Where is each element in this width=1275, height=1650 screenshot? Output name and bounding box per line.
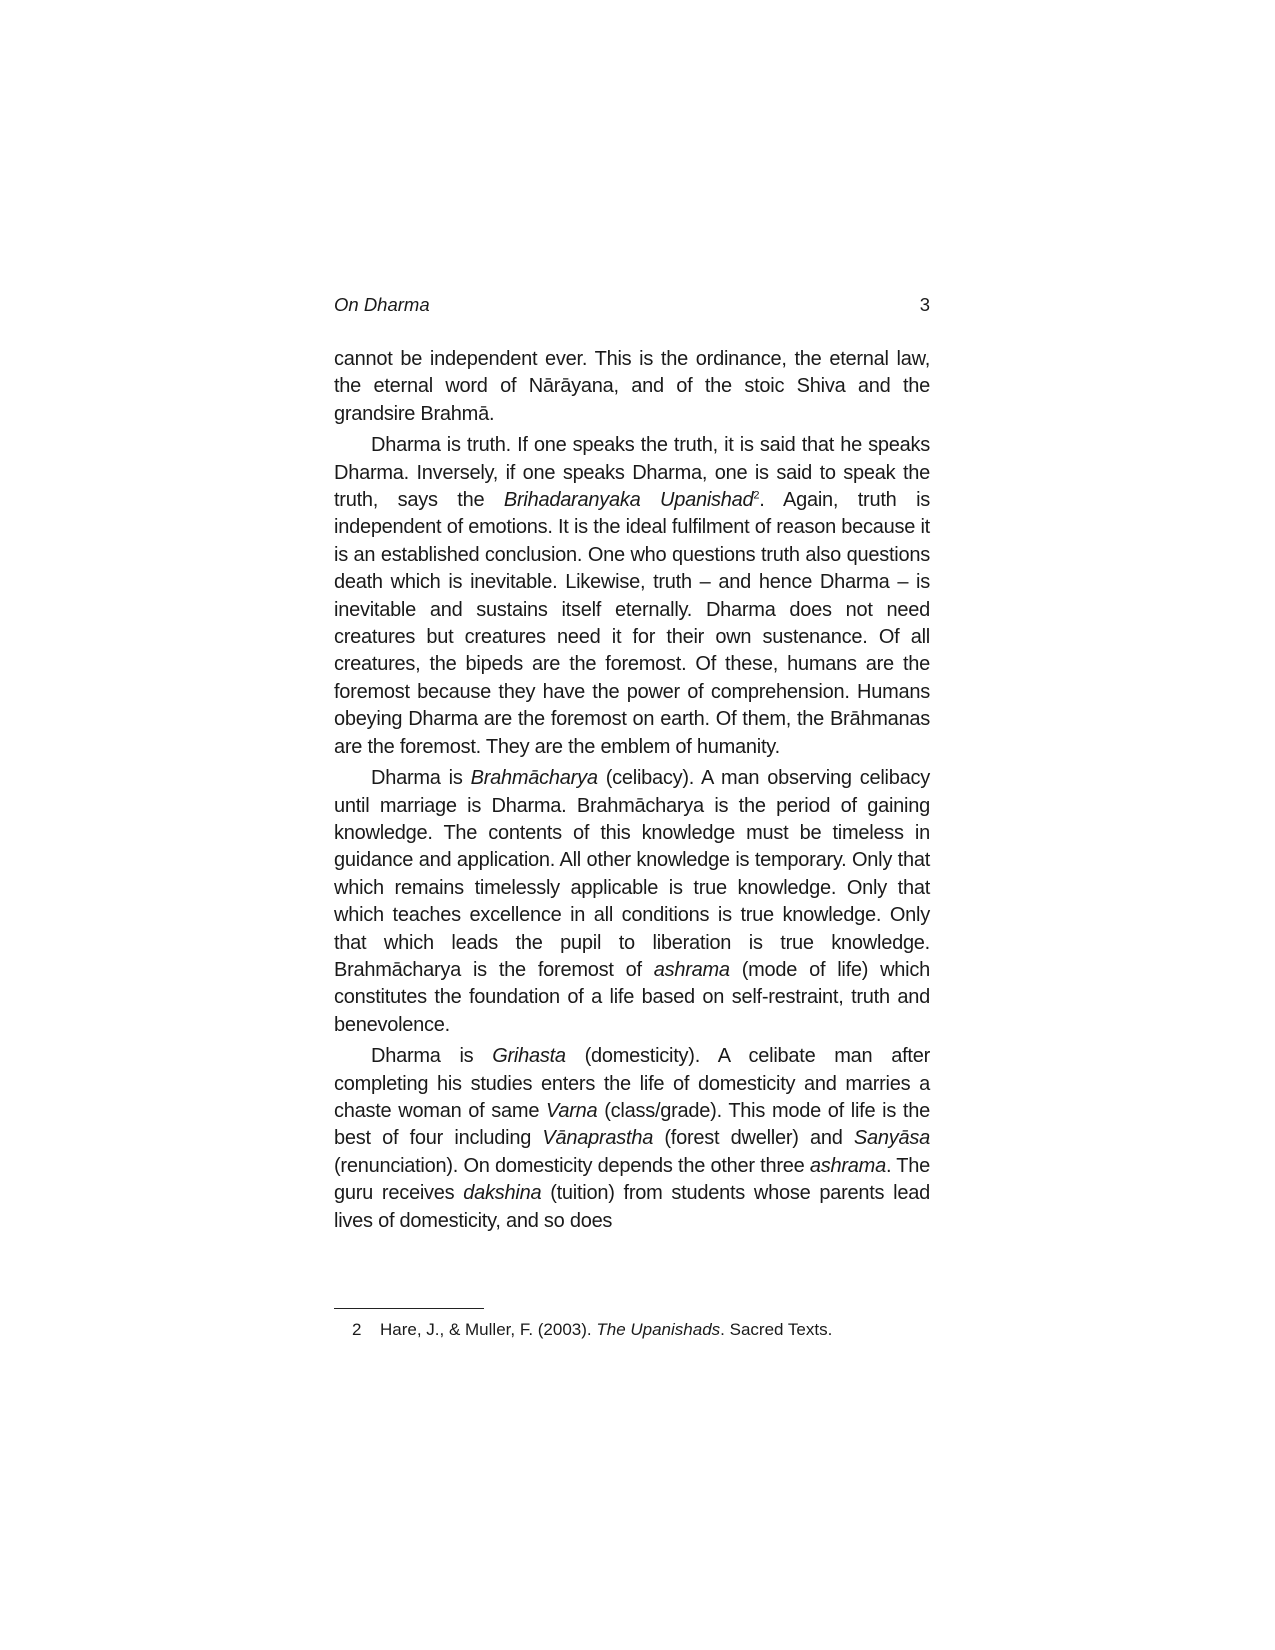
body-text	[334, 346, 930, 1239]
text-run: (mode of life) which constitutes the foundation of a life based on self-restraint, truth and benevolence.	[334, 958, 930, 1036]
footnote-text: Hare, J., & Muller, F. (2003).	[380, 1320, 597, 1339]
footnote-ref: 2	[753, 489, 760, 502]
running-title: On Dharma	[334, 294, 430, 315]
footnote-text-end: . Sacred Texts.	[720, 1320, 833, 1339]
text-run: Dharma is truth. If one speaks the truth, it is said that he speaks Dharma. Inversely, if one speaks Dharma, one is said to speak the truth, says the	[334, 434, 930, 512]
text-run: (tuition) from students whose parents lead lives of domesticity, and so does	[334, 1182, 930, 1232]
page-number: 3	[919, 294, 930, 315]
paragraph	[334, 1043, 930, 1235]
running-head	[334, 293, 930, 317]
text-run: (renunciation). On domesticity depends the other three	[334, 1154, 810, 1177]
text-run: (celibacy). A man observing celibacy until marriage is Dharma. Brahmācharya is the period of gaining knowledge. The contents of this knowledge must be timeless in guidance and application. All other knowledge is temporary. Only that which remains timelessly applicable is true knowledge. Only that which teaches excellence in all conditions is true knowledge. Only that which leads the pupil to liberation is true knowledge. Brahmācharya is the foremost of	[334, 767, 930, 981]
italic-term: Varna	[546, 1099, 598, 1122]
italic-term: ashrama	[809, 1154, 886, 1177]
italic-term: Vānaprastha	[542, 1127, 654, 1150]
italic-term: ashrama	[653, 958, 730, 981]
text-run: cannot be independent ever. This is the ordinance, the eternal law, the eternal word of Nārāyana, and of the stoic Shiva and the grandsire Brahmā.	[334, 348, 930, 425]
italic-term: Sanyāsa	[853, 1127, 930, 1150]
footnote-book-title: The Upanishads	[596, 1320, 721, 1339]
text-run: . Again, truth is independent of emotions. It is the ideal fulfilment of reason because it is an established conclusion. One who questions truth also questions death which is inevitable. Likewise, truth – and hence Dharma – is inevitable and sustains itself eternally. Dharma does not need creatures but creatures need it for their own sustenance. Of all creatures, the bipeds are the foremost. Of these, humans are the foremost because they have the power of comprehension. Humans obeying Dharma are the foremost on earth. Of them, the Brāhmanas are the foremost. They are the emblem of humanity.	[334, 489, 931, 758]
paragraph	[334, 346, 930, 428]
italic-term: Brihadaranyaka Upanishad	[503, 489, 754, 512]
text-run: . The guru receives	[334, 1154, 930, 1205]
text-run: (forest dweller) and	[653, 1127, 854, 1150]
italic-term: Grihasta	[492, 1045, 566, 1068]
italic-term: Brahmācharya	[470, 767, 598, 790]
text-run: (class/grade). This mode of life is the best of four including	[334, 1099, 930, 1150]
text-run: Dharma is	[371, 1045, 493, 1068]
footnote	[352, 1318, 930, 1342]
footnote-number: 2	[352, 1320, 362, 1339]
paragraph	[334, 765, 930, 1039]
paragraph	[334, 432, 930, 761]
text-run: Dharma is	[371, 767, 471, 790]
text-run: (domesticity). A celibate man after completing his studies enters the life of domesticity and marries a chaste woman of same	[334, 1045, 930, 1122]
italic-term: dakshina	[463, 1182, 542, 1205]
footnote-divider	[334, 1308, 484, 1309]
